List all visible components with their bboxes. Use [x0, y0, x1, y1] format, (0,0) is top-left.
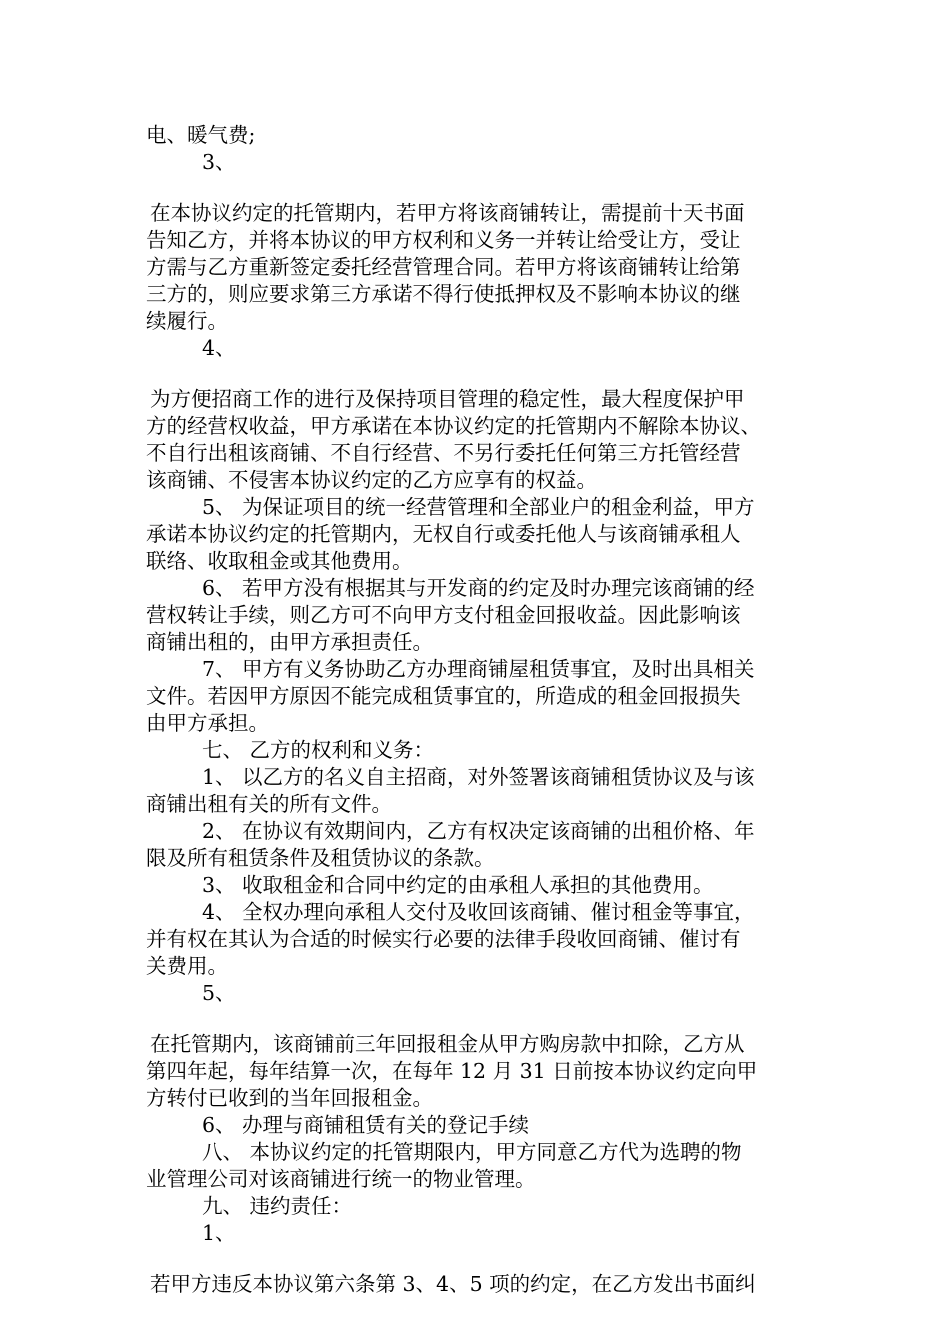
text-line: 3、 — [202, 150, 236, 174]
text-line: 3、 收取租金和合同中约定的由承租人承担的其他费用。 — [202, 873, 714, 897]
text-line: 由甲方承担。 — [146, 711, 269, 735]
text-line: 在托管期内，该商铺前三年回报租金从甲方购房款中扣除，乙方从 — [150, 1032, 745, 1056]
text-line: 三方的，则应要求第三方承诺不得行使抵押权及不影响本协议的继 — [146, 282, 741, 306]
text-line: 方转付已收到的当年回报租金。 — [146, 1086, 433, 1110]
text-line: 商铺出租有关的所有文件。 — [146, 792, 392, 816]
text-line: 4、 全权办理向承租人交付及收回该商铺、催讨租金等事宜， — [202, 900, 755, 924]
text-line: 若甲方违反本协议第六条第 3、4、5 项的约定，在乙方发出书面纠 — [150, 1272, 756, 1296]
text-line: 并有权在其认为合适的时候实行必要的法律手段收回商铺、催讨有 — [146, 927, 741, 951]
text-line: 文件。若因甲方原因不能完成租赁事宜的，所造成的租金回报损失 — [146, 684, 741, 708]
text-line: 为方便招商工作的进行及保持项目管理的稳定性，最大程度保护甲 — [150, 387, 745, 411]
text-line: 1、 以乙方的名义自主招商，对外签署该商铺租赁协议及与该 — [202, 765, 755, 789]
text-line: 4、 — [202, 336, 236, 360]
text-line: 限及所有租赁条件及租赁协议的条款。 — [146, 846, 495, 870]
text-line: 方需与乙方重新签定委托经营管理合同。若甲方将该商铺转让给第 — [146, 255, 741, 279]
text-line: 在本协议约定的托管期内，若甲方将该商铺转让，需提前十天书面 — [150, 201, 745, 225]
text-line: 关费用。 — [146, 954, 228, 978]
section-heading: 九、 违约责任： — [202, 1194, 353, 1218]
text-line: 承诺本协议约定的托管期内，无权自行或委托他人与该商铺承租人 — [146, 522, 741, 546]
text-line: 6、 办理与商铺租赁有关的登记手续 — [202, 1113, 530, 1137]
text-line: 续履行。 — [146, 309, 228, 333]
text-line: 商铺出租的，由甲方承担责任。 — [146, 630, 433, 654]
text-line: 2、 在协议有效期间内，乙方有权决定该商铺的出租价格、年 — [202, 819, 755, 843]
text-line: 不自行出租该商铺、不自行经营、不另行委托任何第三方托管经营 — [146, 441, 741, 465]
section-heading: 八、 本协议约定的托管期限内，甲方同意乙方代为选聘的物 — [202, 1140, 742, 1164]
section-heading: 七、 乙方的权利和义务： — [202, 738, 435, 762]
text-line: 联络、收取租金或其他费用。 — [146, 549, 413, 573]
text-line: 6、 若甲方没有根据其与开发商的约定及时办理完该商铺的经 — [202, 576, 755, 600]
text-line: 业管理公司对该商铺进行统一的物业管理。 — [146, 1167, 536, 1191]
text-line: 1、 — [202, 1221, 236, 1245]
text-line: 5、 — [202, 981, 236, 1005]
text-line: 第四年起，每年结算一次，在每年 12 月 31 日前按本协议约定向甲 — [146, 1059, 758, 1083]
text-line: 方的经营权收益，甲方承诺在本协议约定的托管期内不解除本协议、 — [146, 414, 761, 438]
text-line: 5、 为保证项目的统一经营管理和全部业户的租金利益，甲方 — [202, 495, 755, 519]
text-line: 该商铺、不侵害本协议约定的乙方应享有的权益。 — [146, 468, 597, 492]
text-line: 营权转让手续，则乙方可不向甲方支付租金回报收益。因此影响该 — [146, 603, 741, 627]
text-line: 告知乙方，并将本协议的甲方权利和义务一并转让给受让方，受让 — [146, 228, 741, 252]
text-line: 7、 甲方有义务协助乙方办理商铺屋租赁事宜，及时出具相关 — [202, 657, 755, 681]
text-line: 电、暖气费; — [146, 123, 256, 147]
